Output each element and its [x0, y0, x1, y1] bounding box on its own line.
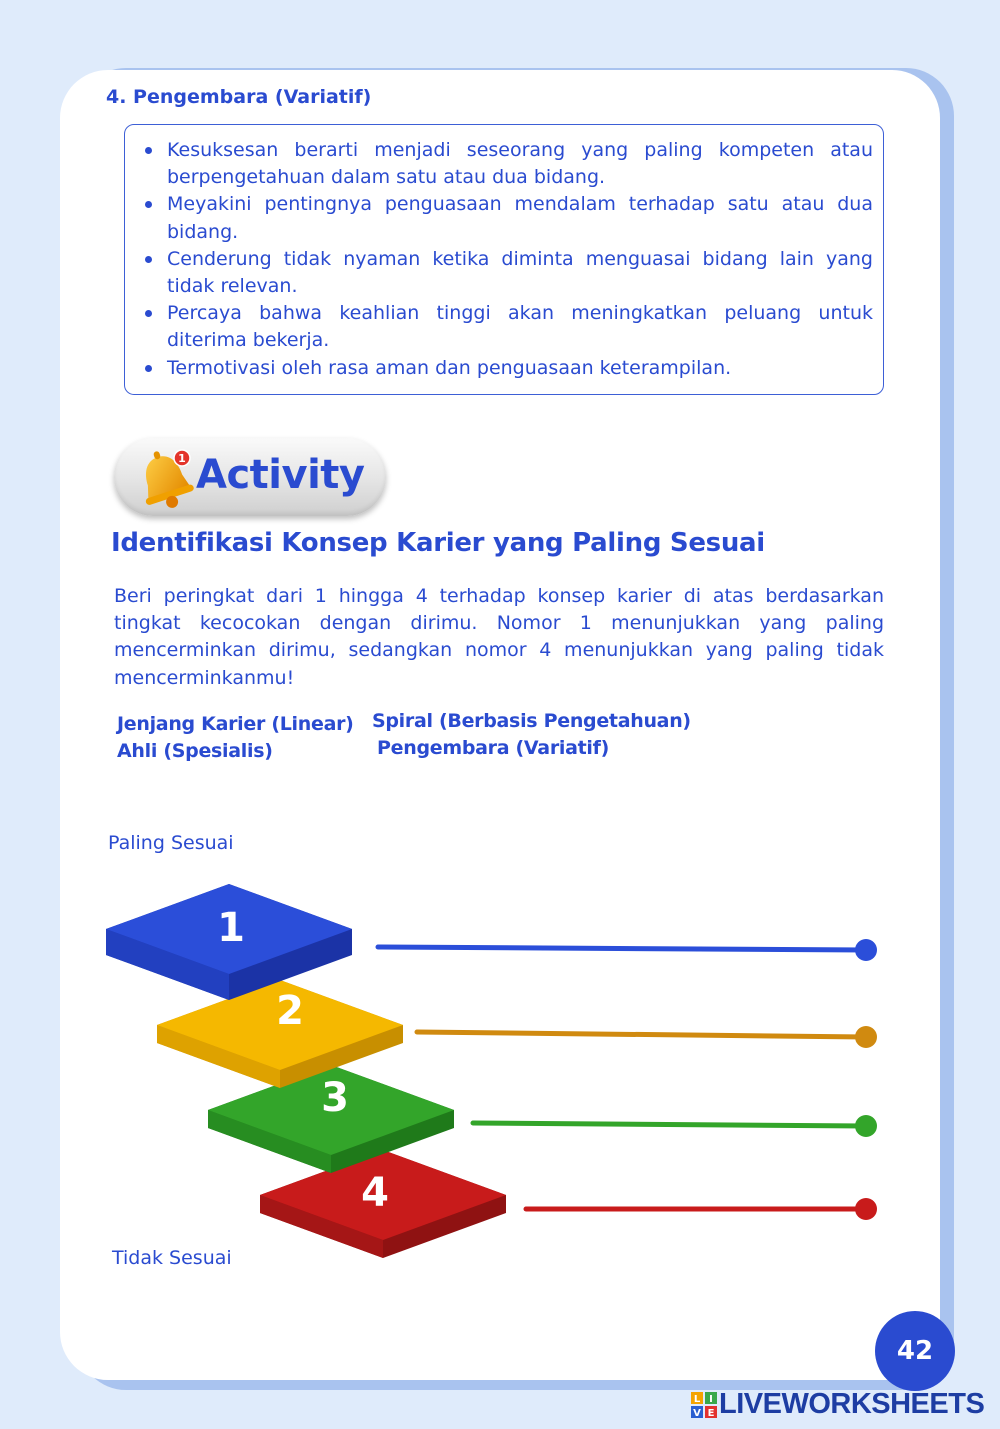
- activity-title: Identifikasi Konsep Karier yang Paling Sesuai: [111, 528, 765, 558]
- page-number: 42: [875, 1311, 955, 1391]
- bullet-item: Cenderung tidak nyaman ketika diminta menguasai bidang lain yang tidak relevan.: [167, 246, 873, 300]
- answer-line-3-stroke: [473, 1123, 866, 1126]
- brand-name: LIVEWORKSHEETS: [719, 1388, 985, 1420]
- career-option-linear[interactable]: Jenjang Karier (Linear): [117, 713, 354, 735]
- answer-line-2[interactable]: [417, 1026, 877, 1048]
- rank-number-4: 4: [361, 1170, 389, 1216]
- rank-step-2: [157, 980, 403, 1088]
- career-option-spiral[interactable]: Spiral (Berbasis Pengetahuan): [372, 710, 691, 732]
- scale-label-bottom: Tidak Sesuai: [112, 1247, 232, 1269]
- bell-badge-count: 1: [178, 452, 186, 465]
- career-option-specialist[interactable]: Ahli (Spesialis): [117, 740, 273, 762]
- answer-line-3[interactable]: [473, 1115, 877, 1137]
- answer-dot-1[interactable]: [855, 939, 877, 961]
- bullet-item: Meyakini pentingnya penguasaan mendalam terhadap satu atau dua bidang.: [167, 191, 873, 245]
- section-heading: 4. Pengembara (Variatif): [106, 86, 372, 108]
- bullet-item: Kesuksesan berarti menjadi seseorang yang paling kompeten atau berpengetahuan dalam satu atau dua bidang.: [167, 137, 873, 191]
- answer-line-4[interactable]: [526, 1198, 877, 1220]
- career-option-wanderer[interactable]: Pengembara (Variatif): [377, 737, 609, 759]
- answer-line-1[interactable]: [378, 939, 877, 961]
- rank-step-3: [208, 1065, 454, 1173]
- scale-label-top: Paling Sesuai: [108, 832, 234, 854]
- logo-letter: E: [707, 1407, 715, 1418]
- rank-step-1: [106, 884, 352, 1000]
- logo-letter: L: [693, 1393, 701, 1405]
- activity-instructions: Beri peringkat dari 1 hingga 4 terhadap konsep karier di atas berdasarkan tingkat kecocokan dengan dirimu. Nomor 1 menunjukkan yang paling mencerminkan dirimu, sedangkan nomor 4 menunjukkan yang paling tidak mencerminkanmu!: [114, 585, 884, 689]
- bullet-item: Termotivasi oleh rasa aman dan penguasaan keterampilan.: [167, 355, 873, 382]
- logo-letter: I: [709, 1393, 713, 1405]
- bullet-item: Percaya bahwa keahlian tinggi akan meningkatkan peluang untuk diterima bekerja.: [167, 300, 873, 354]
- logo-letter: V: [693, 1407, 701, 1418]
- answer-line-1-stroke: [378, 947, 866, 950]
- answer-dot-3[interactable]: [855, 1115, 877, 1137]
- liveworksheets-logo-icon: [691, 1392, 717, 1418]
- answer-dot-2[interactable]: [855, 1026, 877, 1048]
- answer-dot-4[interactable]: [855, 1198, 877, 1220]
- rank-number-3: 3: [321, 1075, 349, 1121]
- rank-step-4: [260, 1150, 506, 1258]
- answer-line-2-stroke: [417, 1032, 866, 1037]
- liveworksheets-brand: [691, 1388, 984, 1421]
- rank-number-1: 1: [217, 905, 245, 951]
- activity-label: Activity: [196, 452, 365, 498]
- rank-number-2: 2: [276, 988, 304, 1034]
